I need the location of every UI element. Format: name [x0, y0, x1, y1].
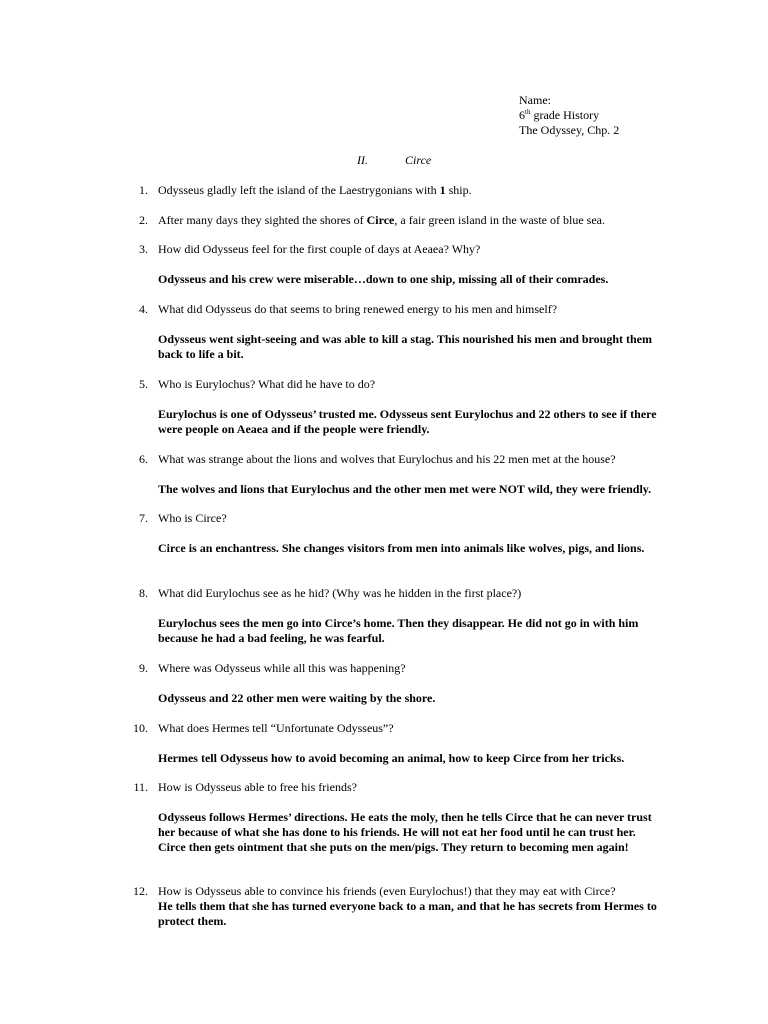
question-number: 6. [139, 452, 148, 466]
question-number: 11. [133, 780, 148, 794]
question-text [158, 213, 658, 228]
answer-text: He tells them that she has turned everyone back to a man, and that he has secrets from Hermes to protect them. [158, 899, 657, 928]
section-title: Circe [405, 153, 432, 167]
question-number: 1. [139, 183, 148, 197]
section-numeral: II. [357, 153, 368, 167]
answer-text: Odysseus went sight-seeing and was able to kill a stag. This nourished his men and brought them back to life a bit. [158, 332, 652, 361]
question-number: 12. [133, 884, 148, 898]
question-text: Who is Eurylochus? What did he have to do? [158, 377, 376, 391]
question-text: Where was Odysseus while all this was happening? [158, 661, 406, 675]
question-number: 4. [139, 302, 148, 316]
question-text-part: ship. [445, 183, 472, 197]
question-text-part: Odysseus gladly left the island of the Laestrygonians with [158, 183, 440, 197]
question-text: What did Eurylochus see as he hid? (Why was he hidden in the first place?) [158, 586, 522, 600]
question-text: What does Hermes tell “Unfortunate Odysseus”? [158, 721, 394, 735]
grade-superscript: th [525, 108, 531, 116]
question-number: 7. [139, 511, 148, 525]
question-text-emphasis: 1 [439, 183, 446, 197]
answer-text: Odysseus and his crew were miserable…down to one ship, missing all of their comrades. [158, 272, 609, 286]
question-text: How is Odysseus able to free his friends? [158, 780, 357, 794]
question-number: 5. [139, 377, 148, 391]
answer-text: Odysseus and 22 other men were waiting by the shore. [158, 691, 436, 705]
course-title: The Odyssey, Chp. 2 [519, 123, 620, 137]
question-text: How is Odysseus able to convince his friends (even Eurylochus!) that they may eat with Circe? [158, 884, 616, 898]
question-number: 10. [133, 721, 148, 735]
answer-text: Eurylochus is one of Odysseus’ trusted me. Odysseus sent Eurylochus and 22 others to see if there were people on Aeaea and if the people were friendly. [158, 407, 657, 436]
question-text-part: After many days they sighted the shores of [158, 213, 367, 227]
grade-number: 6 [519, 108, 525, 122]
question-text: What was strange about the lions and wolves that Eurylochus and his 22 men met at the house? [158, 452, 616, 466]
question-number: 8. [139, 586, 148, 600]
question-text-emphasis: Circe [366, 213, 395, 227]
name-label: Name: [519, 93, 551, 107]
question-number: 2. [139, 213, 148, 227]
question-text: What did Odysseus do that seems to bring renewed energy to his men and himself? [158, 302, 558, 316]
answer-text: Eurylochus sees the men go into Circe’s home. Then they disappear. He did not go in with him because he had a bad feeling, he was fearful. [158, 616, 639, 645]
question-number: 9. [139, 661, 148, 675]
answer-text: The wolves and lions that Eurylochus and the other men met were NOT wild, they were friendly. [158, 482, 652, 496]
question-text: How did Odysseus feel for the first couple of days at Aeaea? Why? [158, 242, 481, 256]
answer-text: Hermes tell Odysseus how to avoid becoming an animal, how to keep Circe from her tricks. [158, 751, 625, 765]
course-grade [519, 108, 619, 123]
student-header [519, 93, 619, 138]
question-number: 3. [139, 242, 148, 256]
grade-subject: grade History [530, 108, 600, 122]
question-text-part: , a fair green island in the waste of blue sea. [394, 213, 605, 227]
question-text: Who is Circe? [158, 511, 227, 525]
answer-text: Odysseus follows Hermes’ directions. He eats the moly, then he tells Circe that he can never trust her because of what she has done to his friends. He will not eat her food until he can trust her. Circe then gets ointment that she puts on the men/pigs. They return to becoming men again! [158, 810, 652, 854]
answer-text: Circe is an enchantress. She changes visitors from men into animals like wolves, pigs, and lions. [158, 541, 645, 555]
question-text [158, 183, 658, 198]
section-heading [0, 153, 768, 168]
